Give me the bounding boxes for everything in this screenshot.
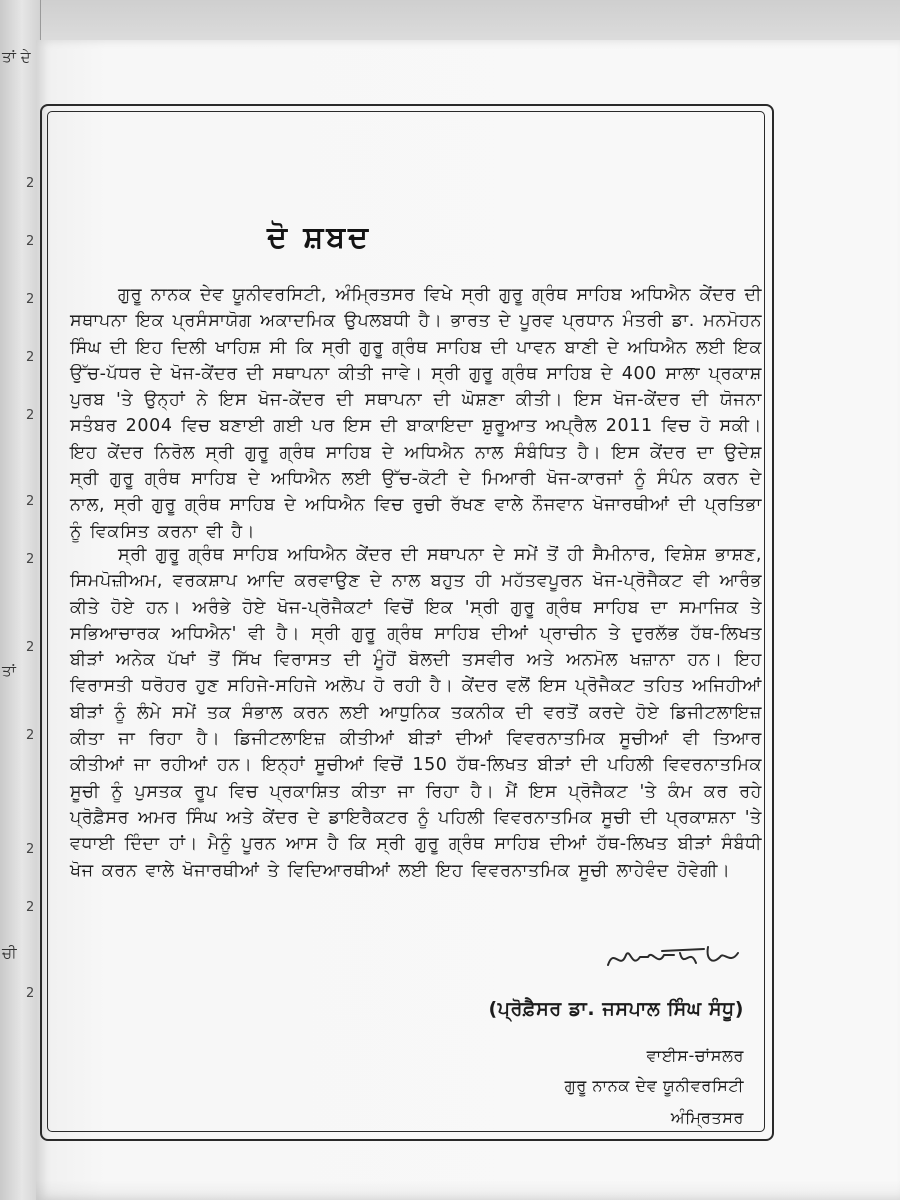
left-page-margin-number: 2 <box>26 350 35 365</box>
left-page-margin-number: 2 <box>26 728 35 743</box>
left-page-margin-number: 2 <box>26 234 35 249</box>
signatory-city: ਅੰਮ੍ਰਿਤਸਰ <box>670 1108 744 1127</box>
page-title: ਦੋ ਸ਼ਬਦ <box>267 220 371 255</box>
left-page-margin-number: 2 <box>26 986 35 1001</box>
page-bottom-shade <box>36 1180 900 1200</box>
left-page-margin-number: 2 <box>26 408 35 423</box>
left-page-margin-number: 2 <box>26 552 35 567</box>
signatory-organization: ਗੁਰੂ ਨਾਨਕ ਦੇਵ ਯੂਨੀਵਰਸਿਟੀ <box>564 1076 744 1095</box>
handwritten-signature <box>604 941 744 977</box>
left-page-text-fragment: ਤਾਂ ਦੇ <box>2 48 31 66</box>
signatory-title: ਵਾਈਸ-ਚਾਂਸਲਰ <box>646 1046 744 1065</box>
body-paragraph: ਗੁਰੂ ਨਾਨਕ ਦੇਵ ਯੂਨੀਵਰਸਿਟੀ, ਅੰਮ੍ਰਿਤਸਰ ਵਿਖੇ ਸ੍ਰੀ ਗੁਰੂ ਗ੍ਰੰਥ ਸਾਹਿਬ ਅਧਿਐਨ ਕੇਂਦਰ ਦੀ ਸਥਾਪਨਾ ਇਕ ਪ੍ਰਸੰਸਾਯੋਗ ਅਕਾਦਮਿਕ ਉਪਲਬਧੀ ਹੈ। ਭਾਰਤ ਦੇ ਪੂਰਵ ਪ੍ਰਧਾਨ ਮੰਤਰੀ ਡਾ. ਮਨਮੋਹਨ ਸਿੰਘ ਦੀ ਇਹ ਦਿਲੀ ਖਾਹਿਸ਼ ਸੀ ਕਿ ਸ੍ਰੀ ਗੁਰੂ ਗ੍ਰੰਥ ਸਾਹਿਬ ਦੀ ਪਾਵਨ ਬਾਣੀ ਦੇ ਅਧਿਐਨ ਲਈ ਇਕ ਉੱਚ-ਪੱਧਰ ਦੇ ਖੋਜ-ਕੇਂਦਰ ਦੀ ਸਥਾਪਨਾ ਕੀਤੀ ਜਾਵੇ। ਸ੍ਰੀ ਗੁਰੂ ਗ੍ਰੰਥ ਸਾਹਿਬ ਦੇ 400 ਸਾਲਾ ਪ੍ਰਕਾਸ਼ ਪੁਰਬ 'ਤੇ ਉਨ੍ਹਾਂ ਨੇ ਇਸ ਖੋਜ-ਕੇਂਦਰ ਦੀ ਸਥਾਪਨਾ ਦੀ ਘੋਸ਼ਣਾ ਕੀਤੀ। ਇਸ ਖੋਜ-ਕੇਂਦਰ ਦੀ ਯੋਜਨਾ ਸਤੰਬਰ 2004 ਵਿਚ ਬਣਾਈ ਗਈ ਪਰ ਇਸ ਦੀ ਬਾਕਾਇਦਾ ਸ਼ੁਰੂਆਤ ਅਪ੍ਰੈਲ 2011 ਵਿਚ ਹੋ ਸਕੀ। ਇਹ ਕੇਂਦਰ ਨਿਰੋਲ ਸ੍ਰੀ ਗੁਰੂ ਗ੍ਰੰਥ ਸਾਹਿਬ ਦੇ ਅਧਿਐਨ ਨਾਲ ਸੰਬੰਧਿਤ ਹੈ। ਇਸ ਕੇਂਦਰ ਦਾ ਉਦੇਸ਼ ਸ੍ਰੀ ਗੁਰੂ ਗ੍ਰੰਥ ਸਾਹਿਬ ਦੇ ਅਧਿਐਨ ਲਈ ਉੱਚ-ਕੋਟੀ ਦੇ ਮਿਆਰੀ ਖੋਜ-ਕਾਰਜਾਂ ਨੂੰ ਸੰਪੰਨ ਕਰਨ ਦੇ ਨਾਲ, ਸ੍ਰੀ ਗੁਰੂ ਗ੍ਰੰਥ ਸਾਹਿਬ ਦੇ ਅਧਿਐਨ ਵਿਚ ਰੁਚੀ ਰੱਖਣ ਵਾਲੇ ਨੌਜਵਾਨ ਖੋਜਾਰਥੀਆਂ ਦੀ ਪ੍ਰਤਿਭਾ ਨੂੰ ਵਿਕਸਿਤ ਕਰਨਾ ਵੀ ਹੈ। <box>70 285 762 542</box>
left-page-text-fragment: ਚੀ <box>2 944 17 962</box>
left-page-margin-number: 2 <box>26 900 35 915</box>
left-page-margin-number: 2 <box>26 842 35 857</box>
body-paragraph: ਸ੍ਰੀ ਗੁਰੂ ਗ੍ਰੰਥ ਸਾਹਿਬ ਅਧਿਐਨ ਕੇਂਦਰ ਦੀ ਸਥਾਪਨਾ ਦੇ ਸਮੇਂ ਤੋਂ ਹੀ ਸੈਮੀਨਾਰ, ਵਿਸ਼ੇਸ਼ ਭਾਸ਼ਣ, ਸਿਮਪੋਜ਼ੀਅਮ, ਵਰਕਸ਼ਾਪ ਆਦਿ ਕਰਵਾਉਣ ਦੇ ਨਾਲ ਬਹੁਤ ਹੀ ਮਹੱਤਵਪੂਰਨ ਖੋਜ-ਪ੍ਰੋਜੈਕਟ ਵੀ ਆਰੰਭ ਕੀਤੇ ਹੋਏ ਹਨ। ਅਰੰਭੇ ਹੋਏ ਖੋਜ-ਪ੍ਰੋਜੈਕਟਾਂ ਵਿਚੋਂ ਇਕ 'ਸ੍ਰੀ ਗੁਰੂ ਗ੍ਰੰਥ ਸਾਹਿਬ ਦਾ ਸਮਾਜਿਕ ਤੇ ਸਭਿਆਚਾਰਕ ਅਧਿਐਨ' ਵੀ ਹੈ। ਸ੍ਰੀ ਗੁਰੂ ਗ੍ਰੰਥ ਸਾਹਿਬ ਦੀਆਂ ਪ੍ਰਾਚੀਨ ਤੇ ਦੁਰਲੱਭ ਹੱਥ-ਲਿਖਤ ਬੀੜਾਂ ਅਨੇਕ ਪੱਖਾਂ ਤੋਂ ਸਿੱਖ ਵਿਰਾਸਤ ਦੀ ਮੂੰਹੋਂ ਬੋਲਦੀ ਤਸਵੀਰ ਅਤੇ ਅਨਮੋਲ ਖਜ਼ਾਨਾ ਹਨ। ਇਹ ਵਿਰਾਸਤੀ ਧਰੋਹਰ ਹੁਣ ਸਹਿਜੇ-ਸਹਿਜੇ ਅਲੋਪ ਹੋ ਰਹੀ ਹੈ। ਕੇਂਦਰ ਵਲੋਂ ਇਸ ਪ੍ਰੋਜੈਕਟ ਤਹਿਤ ਅਜਿਹੀਆਂ ਬੀੜਾਂ ਨੂੰ ਲੰਮੇ ਸਮੇਂ ਤਕ ਸੰਭਾਲ ਕਰਨ ਲਈ ਆਧੁਨਿਕ ਤਕਨੀਕ ਦੀ ਵਰਤੋਂ ਕਰਦੇ ਹੋਏ ਡਿਜੀਟਲਾਇਜ਼ ਕੀਤਾ ਜਾ ਰਿਹਾ ਹੈ। ਡਿਜੀਟਲਾਇਜ਼ ਕੀਤੀਆਂ ਬੀੜਾਂ ਦੀਆਂ ਵਿਵਰਨਾਤਮਿਕ ਸੂਚੀਆਂ ਵੀ ਤਿਆਰ ਕੀਤੀਆਂ ਜਾ ਰਹੀਆਂ ਹਨ। ਇਨ੍ਹਾਂ ਸੂਚੀਆਂ ਵਿਚੋਂ 150 ਹੱਥ-ਲਿਖਤ ਬੀੜਾਂ ਦੀ ਪਹਿਲੀ ਵਿਵਰਨਾਤਮਿਕ ਸੂਚੀ ਨੂੰ ਪੁਸਤਕ ਰੂਪ ਵਿਚ ਪ੍ਰਕਾਸ਼ਿਤ ਕੀਤਾ ਜਾ ਰਿਹਾ ਹੈ। ਮੈਂ ਇਸ ਪ੍ਰੋਜੈਕਟ 'ਤੇ ਕੰਮ ਕਰ ਰਹੇ ਪ੍ਰੋਫ਼ੈਸਰ ਅਮਰ ਸਿੰਘ ਅਤੇ ਕੇਂਦਰ ਦੇ ਡਾਇਰੈਕਟਰ ਨੂੰ ਪਹਿਲੀ ਵਿਵਰਨਾਤਮਿਕ ਸੂਚੀ ਦੀ ਪ੍ਰਕਾਸ਼ਨਾ 'ਤੇ ਵਧਾਈ ਦਿੰਦਾ ਹਾਂ। ਮੈਨੂੰ ਪੂਰਨ ਆਸ ਹੈ ਕਿ ਸ੍ਰੀ ਗੁਰੂ ਗ੍ਰੰਥ ਸਾਹਿਬ ਦੀਆਂ ਹੱਥ-ਲਿਖਤ ਬੀੜਾਂ ਸੰਬੰਧੀ ਖੋਜ ਕਰਨ ਵਾਲੇ ਖੋਜਾਰਥੀਆਂ ਤੇ ਵਿਦਿਆਰਥੀਆਂ ਲਈ ਇਹ ਵਿਵਰਨਾਤਮਿਕ ਸੂਚੀ ਲਾਹੇਵੰਦ ਹੋਵੇਗੀ। <box>70 545 762 881</box>
left-page-margin-number: 2 <box>26 640 35 655</box>
left-page-margin-number: 2 <box>26 494 35 509</box>
left-page-text-fragment: ਤਾਂ <box>2 662 16 680</box>
page-content <box>54 118 762 1127</box>
signatory-name: (ਪ੍ਰੋਫ਼ੈਸਰ ਡਾ. ਜਸਪਾਲ ਸਿੰਘ ਸੰਧੂ) <box>488 998 744 1020</box>
background-surface <box>0 0 900 42</box>
left-page-edge <box>0 0 41 1200</box>
left-page-margin-number: 2 <box>26 292 35 307</box>
left-page-margin-number: 2 <box>26 176 35 191</box>
